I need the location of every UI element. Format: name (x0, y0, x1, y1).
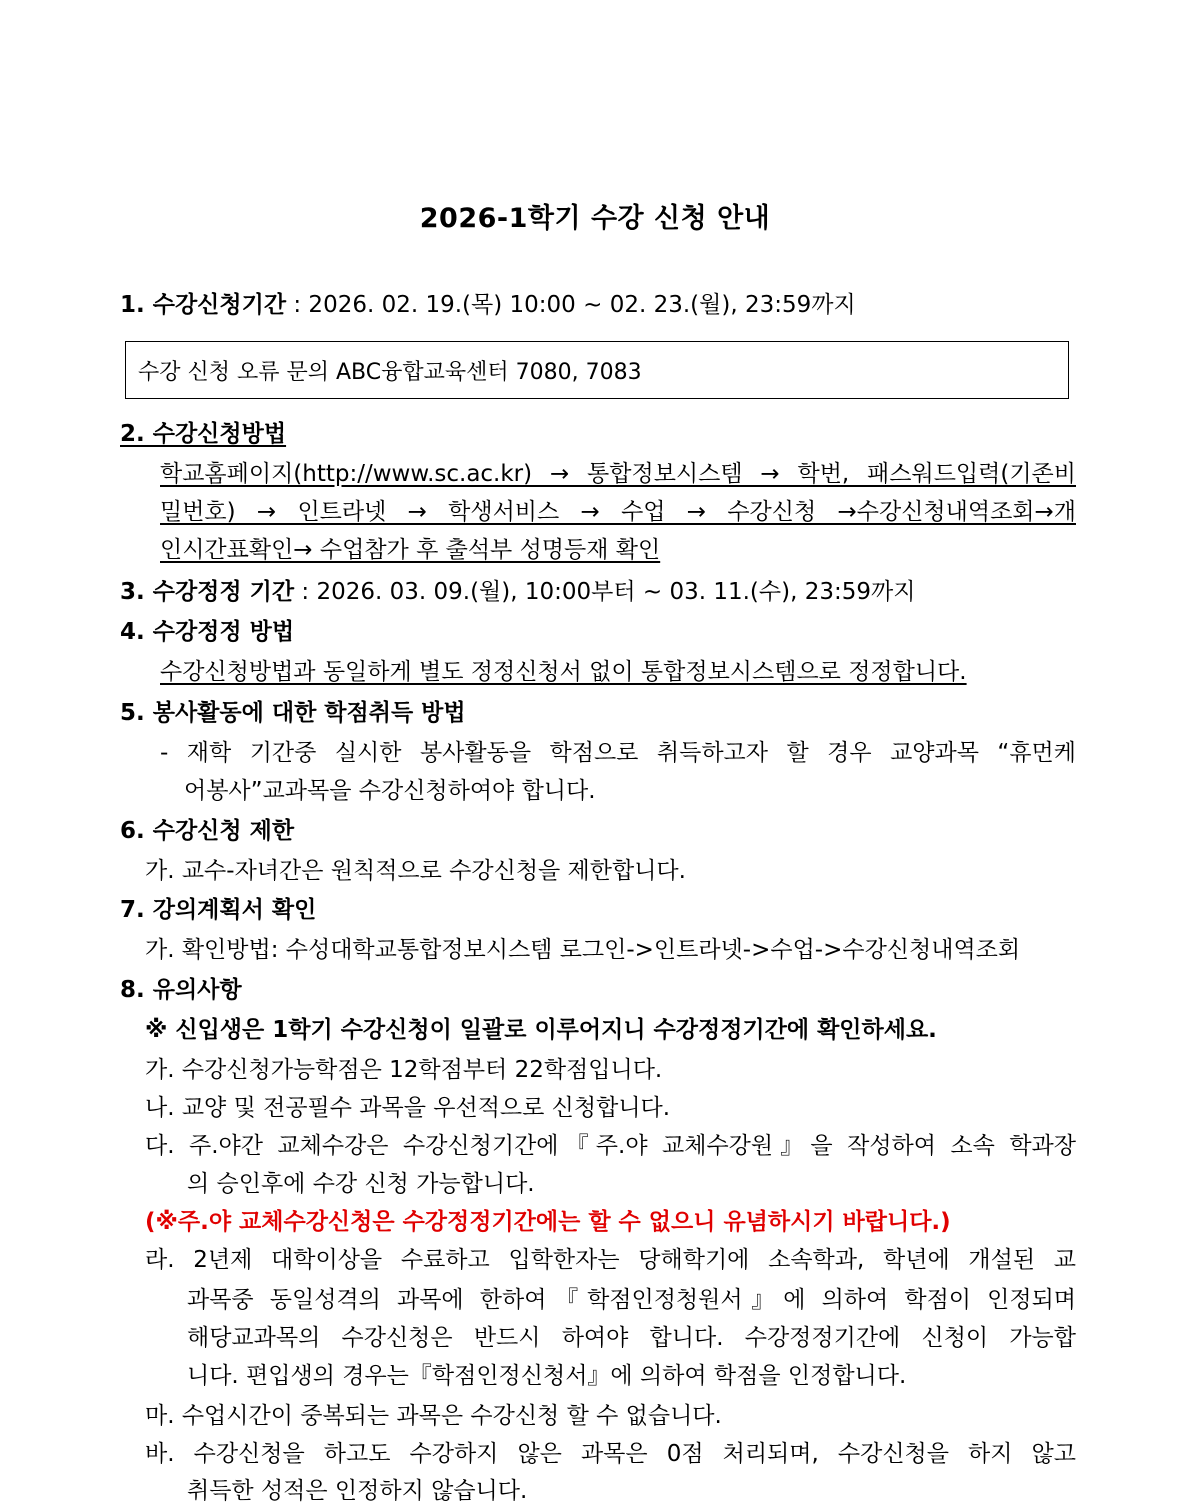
inquiry-text: 수강 신청 오류 문의 ABC융합교육센터 7080, 7083 (138, 360, 642, 385)
section-8-heading: 8. 유의사항 (120, 977, 242, 1003)
section-6-text: 가. 교수-자녀간은 원칙적으로 수강신청을 제한합니다. (145, 858, 686, 884)
section-1-text: : 2026. 02. 19.(목) 10:00 ~ 02. 23.(월), 23:59까지 (293, 292, 856, 318)
section-4-text: 수강신청방법과 동일하게 별도 정정신청서 없이 통합정보시스템으로 정정합니다. (160, 659, 967, 685)
item-ga: 가. 수강신청가능학점은 12학점부터 22학점입니다. (145, 1057, 663, 1083)
item-ma: 마. 수업시간이 중복되는 과목은 수강신청 할 수 없습니다. (145, 1403, 722, 1429)
warning-note: (※주.야 교체수강신청은 수강정정기간에는 할 수 없으니 유념하시기 바랍니다.) (145, 1209, 951, 1235)
section-2-line-2: 밀번호) → 인트라넷 → 학생서비스 → 수업 → 수강신청 →수강신청내역조회→개 (160, 499, 1076, 525)
section-5-line-2: 어봉사”교과목을 수강신청하여야 합니다. (184, 778, 596, 804)
item-na: 나. 교양 및 전공필수 과목을 우선적으로 신청합니다. (145, 1095, 671, 1121)
item-ra-line-3: 해당교과목의 수강신청은 반드시 하여야 합니다. 수강정정기간에 신청이 가능합 (187, 1325, 1076, 1351)
item-da-line-1: 다. 주.야간 교체수강은 수강신청기간에『주.야 교체수강원』을 작성하여 소속 학과장 (145, 1133, 1076, 1159)
freshman-note: ※ 신입생은 1학기 수강신청이 일괄로 이루어지니 수강정정기간에 확인하세요. (145, 1017, 937, 1043)
item-da-line-2: 의 승인후에 수강 신청 가능합니다. (187, 1171, 535, 1197)
section-5-line-1: - 재학 기간중 실시한 봉사활동을 학점으로 취득하고자 할 경우 교양과목 “휴먼케 (160, 740, 1076, 766)
section-2-heading: 2. 수강신청방법 (120, 421, 287, 447)
section-4-heading: 4. 수강정정 방법 (120, 619, 295, 645)
section-2-line-3: 인시간표확인→ 수업참가 후 출석부 성명등재 확인 (160, 537, 661, 563)
item-ra-line-1: 라. 2년제 대학이상을 수료하고 입학한자는 당해학기에 소속학과, 학년에 개설된 교 (145, 1247, 1076, 1273)
inquiry-box (125, 341, 1069, 399)
section-7-text: 가. 확인방법: 수성대학교통합정보시스템 로그인->인트라넷->수업->수강신청내역조회 (145, 937, 1021, 963)
item-ra-line-4: 니다. 편입생의 경우는『학점인정신청서』에 의하여 학점을 인정합니다. (187, 1363, 907, 1389)
section-7-heading: 7. 강의계획서 확인 (120, 897, 317, 923)
section-3-heading: 3. 수강정정 기간 (120, 579, 295, 605)
item-ba-line-2: 취득한 성적은 인정하지 않습니다. (187, 1478, 528, 1504)
section-3-text: : 2026. 03. 09.(월), 10:00부터 ~ 03. 11.(수), 23:59까지 (301, 579, 916, 605)
item-ra-line-2: 과목중 동일성격의 과목에 한하여『학점인정청원서』에 의하여 학점이 인정되며 (187, 1287, 1076, 1313)
section-1 (120, 290, 856, 320)
section-5-heading: 5. 봉사활동에 대한 학점취득 방법 (120, 700, 466, 726)
section-3 (120, 577, 915, 607)
page-title: 2026-1학기 수강 신청 안내 (419, 203, 771, 234)
section-6-heading: 6. 수강신청 제한 (120, 818, 295, 844)
section-2-line-1: 학교홈페이지(http://www.sc.ac.kr) → 통합정보시스템 → 학번, 패스워드입력(기존비 (160, 461, 1076, 487)
section-1-heading: 1. 수강신청기간 (120, 292, 287, 318)
item-ba-line-1: 바. 수강신청을 하고도 수강하지 않은 과목은 0점 처리되며, 수강신청을 하지 않고 (145, 1441, 1076, 1467)
